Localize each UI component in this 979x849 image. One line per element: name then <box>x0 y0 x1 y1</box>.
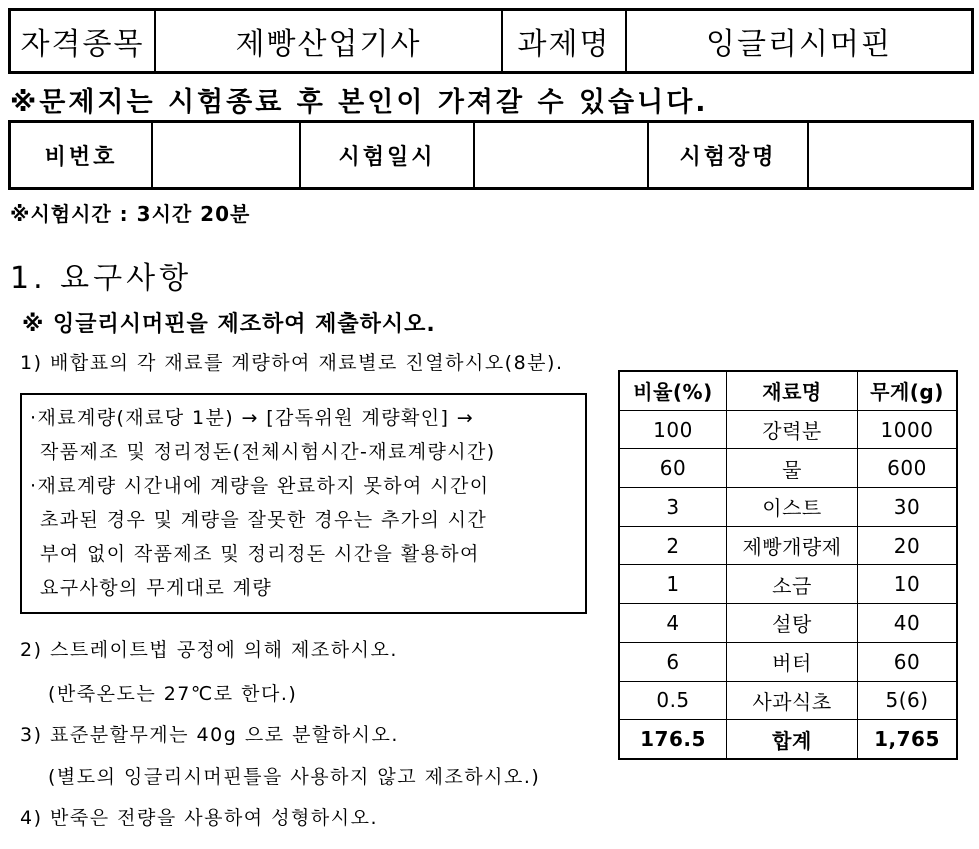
ratio-header: 비율(%) <box>619 371 727 410</box>
section-title: 1. 요구사항 <box>10 261 193 296</box>
exam-date-label: 시험일시 <box>300 122 474 189</box>
task-value: 잉글리시머핀 <box>626 10 973 73</box>
ratio-cell: 3 <box>619 488 727 527</box>
weighing-note-box <box>20 393 587 614</box>
weight-cell: 1000 <box>858 410 958 449</box>
secret-no-label: 비번호 <box>10 122 153 189</box>
recipe-header-row <box>619 371 957 410</box>
field-label: 자격종목 <box>10 10 156 73</box>
requirement-3-detail: (별도의 잉글리시머핀틀을 사용하지 않고 제조하시오.) <box>48 766 541 788</box>
total-weight-cell: 1,765 <box>858 720 958 759</box>
take-home-notice: ※문제지는 시험종료 후 본인이 가져갈 수 있습니다. <box>10 87 709 118</box>
task-label: 과제명 <box>502 10 626 73</box>
requirement-2-detail: (반죽온도는 27℃로 한다.) <box>48 683 298 705</box>
ingredient-cell: 물 <box>727 449 858 488</box>
note-line: 요구사항의 무게대로 계량 <box>40 577 273 599</box>
recipe-total-row <box>619 720 957 759</box>
exam-date-field[interactable] <box>474 122 648 189</box>
requirement-4: 4) 반죽은 전량을 사용하여 성형하시오. <box>20 807 379 829</box>
note-line: ·재료계량(재료당 1분) → [감독위원 계량확인] → <box>30 407 475 429</box>
total-label-cell: 합계 <box>727 720 858 759</box>
ingredient-cell: 사과식초 <box>727 681 858 720</box>
ratio-cell: 0.5 <box>619 681 727 720</box>
ingredient-cell: 제빵개량제 <box>727 526 858 565</box>
exam-header-table <box>8 8 974 74</box>
recipe-row <box>619 565 957 604</box>
field-value: 제빵산업기사 <box>155 10 502 73</box>
secret-no-field[interactable] <box>152 122 300 189</box>
note-line: 작품제조 및 정리정돈(전체시험시간-재료계량시간) <box>40 441 496 463</box>
recipe-row <box>619 449 957 488</box>
exam-site-label: 시험장명 <box>648 122 808 189</box>
note-line: 초과된 경우 및 계량을 잘못한 경우는 추가의 시간 <box>40 509 488 531</box>
requirement-2: 2) 스트레이트법 공정에 의해 제조하시오. <box>20 639 398 661</box>
weight-cell: 30 <box>858 488 958 527</box>
ratio-cell: 4 <box>619 604 727 643</box>
requirement-3: 3) 표준분할무게는 40g 으로 분할하시오. <box>20 724 399 746</box>
weight-cell: 20 <box>858 526 958 565</box>
task-instruction: ※ 잉글리시머핀을 제조하여 제출하시오. <box>22 312 436 337</box>
weight-cell: 40 <box>858 604 958 643</box>
recipe-row <box>619 681 957 720</box>
note-line: 부여 없이 작품제조 및 정리정돈 시간을 활용하여 <box>40 543 480 565</box>
ratio-cell: 2 <box>619 526 727 565</box>
recipe-table <box>618 370 958 760</box>
recipe-row <box>619 410 957 449</box>
weight-cell: 60 <box>858 642 958 681</box>
total-ratio-cell: 176.5 <box>619 720 727 759</box>
ratio-cell: 100 <box>619 410 727 449</box>
recipe-row <box>619 642 957 681</box>
exam-site-field[interactable] <box>808 122 973 189</box>
ingredient-cell: 소금 <box>727 565 858 604</box>
ingredient-cell: 설탕 <box>727 604 858 643</box>
ingredient-cell: 버터 <box>727 642 858 681</box>
requirement-1: 1) 배합표의 각 재료를 계량하여 재료별로 진열하시오(8분). <box>20 352 564 374</box>
ingredient-cell: 강력분 <box>727 410 858 449</box>
note-line: ·재료계량 시간내에 계량을 완료하지 못하여 시간이 <box>30 475 490 497</box>
ingredient-header: 재료명 <box>727 371 858 410</box>
recipe-row <box>619 488 957 527</box>
weight-cell: 5(6) <box>858 681 958 720</box>
ratio-cell: 6 <box>619 642 727 681</box>
ingredient-cell: 이스트 <box>727 488 858 527</box>
weight-cell: 600 <box>858 449 958 488</box>
ratio-cell: 60 <box>619 449 727 488</box>
weight-cell: 10 <box>858 565 958 604</box>
exam-info-table <box>8 120 974 190</box>
weight-header: 무게(g) <box>858 371 958 410</box>
ratio-cell: 1 <box>619 565 727 604</box>
recipe-row <box>619 526 957 565</box>
exam-duration: ※시험시간 : 3시간 20분 <box>10 202 251 226</box>
recipe-row <box>619 604 957 643</box>
